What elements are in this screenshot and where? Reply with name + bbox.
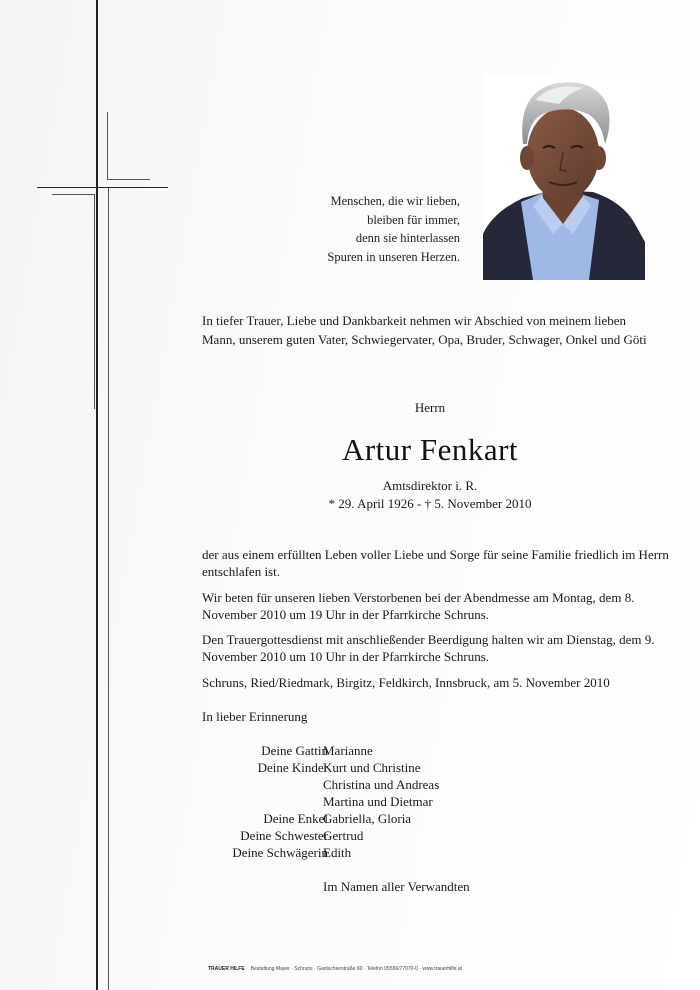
family-relation: Deine Schwägerin bbox=[232, 845, 328, 860]
paragraph-life: der aus einem erfüllten Leben voller Liebe und Sorge für seine Familie friedlich im Herrn entschlafen ist. bbox=[202, 547, 669, 579]
cross-main-vertical bbox=[96, 0, 98, 990]
paragraph-evening-mass: Wir beten für unseren lieben Verstorbenen bei der Abendmesse am Montag, dem 8. November 2010 um 19 Uhr in der Pfarrkirche Schruns. bbox=[202, 590, 635, 622]
family-names: Edith bbox=[323, 845, 352, 860]
deceased-title: Amtsdirektor i. R. bbox=[382, 478, 478, 493]
family-names: Marianne bbox=[323, 743, 373, 758]
quote-line: bleiben für immer, bbox=[367, 212, 460, 227]
paragraph-places-date: Schruns, Ried/Riedmark, Birgitz, Feldkirch, Innsbruck, am 5. November 2010 bbox=[202, 675, 610, 690]
family-relation: Deine Gattin bbox=[261, 743, 328, 758]
family-names: Christina und Andreas bbox=[323, 777, 440, 792]
footer-brand: TRAUER HILFE bbox=[208, 966, 245, 972]
quote-line: Menschen, die wir lieben, bbox=[330, 194, 460, 208]
salutation: Herrn bbox=[414, 400, 446, 415]
family-names: Gertrud bbox=[323, 828, 364, 843]
paragraph-remembrance: In lieber Erinnerung bbox=[202, 709, 308, 724]
cross-inner-vertical-top bbox=[107, 112, 108, 180]
footer-contact: Bestattung Mayer · Schruns · Gantschierstraße 60 · Telefon 05556/77070-0 · www.trauerhilfe.at bbox=[250, 966, 463, 972]
family-relation: Deine Schwester bbox=[240, 828, 328, 843]
portrait-photo bbox=[483, 74, 645, 280]
memorial-quote bbox=[240, 192, 460, 266]
quote-line: denn sie hinterlassen bbox=[355, 231, 460, 245]
deceased-name: Artur Fenkart bbox=[341, 432, 519, 467]
cross-inner-vertical-right bbox=[108, 188, 109, 990]
quote-line: Spuren in unseren Herzen. bbox=[327, 249, 460, 264]
cross-inner-horizontal-top bbox=[108, 179, 150, 180]
intro-text: In tiefer Trauer, Liebe und Dankbarkeit nehmen wir Abschied von meinem lieben Mann, unserem guten Vater, Schwiegervater, Opa, Bruder, Schwager, Onkel und Göti bbox=[202, 313, 647, 347]
family-names: Martina und Dietmar bbox=[323, 794, 433, 809]
cross-inner-vertical-bottom bbox=[94, 194, 95, 409]
life-dates: * 29. April 1926 - † 5. November 2010 bbox=[328, 496, 532, 511]
closing-line: Im Namen aller Verwandten bbox=[323, 879, 470, 894]
paragraph-funeral-service: Den Trauergottesdienst mit anschließender Beerdigung halten wir am Dienstag, dem 9. November 2010 um 10 Uhr in der Pfarrkirche Schruns. bbox=[202, 632, 655, 664]
family-relation: Deine Enkel bbox=[263, 811, 328, 826]
family-relation: Deine Kinder bbox=[257, 760, 328, 775]
cross-main-horizontal bbox=[37, 187, 168, 188]
family-names: Kurt und Christine bbox=[323, 760, 421, 775]
footer bbox=[208, 966, 462, 972]
cross-inner-horizontal-bottom bbox=[52, 194, 94, 195]
family-names: Gabriella, Gloria bbox=[323, 811, 412, 826]
